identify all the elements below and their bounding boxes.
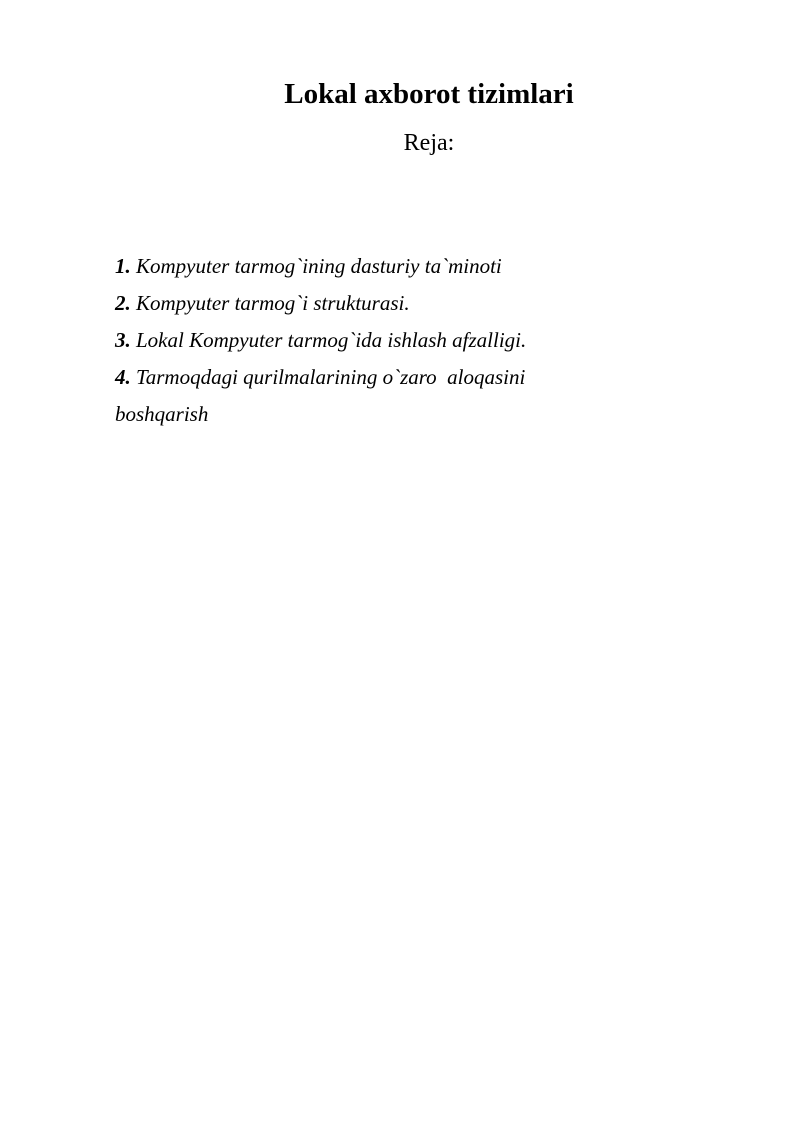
plan-item-number: 4. [115, 365, 131, 389]
plan-item-text: Tarmoqdagi qurilmalarining o`zaro aloqasini [130, 365, 526, 389]
page-subtitle: Reja: [403, 130, 455, 156]
plan-item-4-continuation: boshqarish [115, 402, 209, 426]
plan-item-text: Kompyuter tarmog`ining dasturiy ta`minoti [130, 254, 502, 278]
plan-item-text: Lokal Kompyuter tarmog`ida ishlash afzalligi. [130, 328, 527, 352]
plan-item-number: 1. [115, 254, 131, 278]
plan-item-number: 2. [115, 291, 131, 315]
plan-item-2 [115, 285, 715, 322]
plan-item-1 [115, 248, 715, 285]
page-title: Lokal axborot tizimlari [284, 78, 574, 110]
plan-list [115, 248, 715, 433]
plan-item-4 [115, 359, 715, 396]
plan-item-text: Kompyuter tarmog`i strukturasi. [130, 291, 410, 315]
plan-item-3 [115, 322, 715, 359]
plan-item-number: 3. [115, 328, 131, 352]
